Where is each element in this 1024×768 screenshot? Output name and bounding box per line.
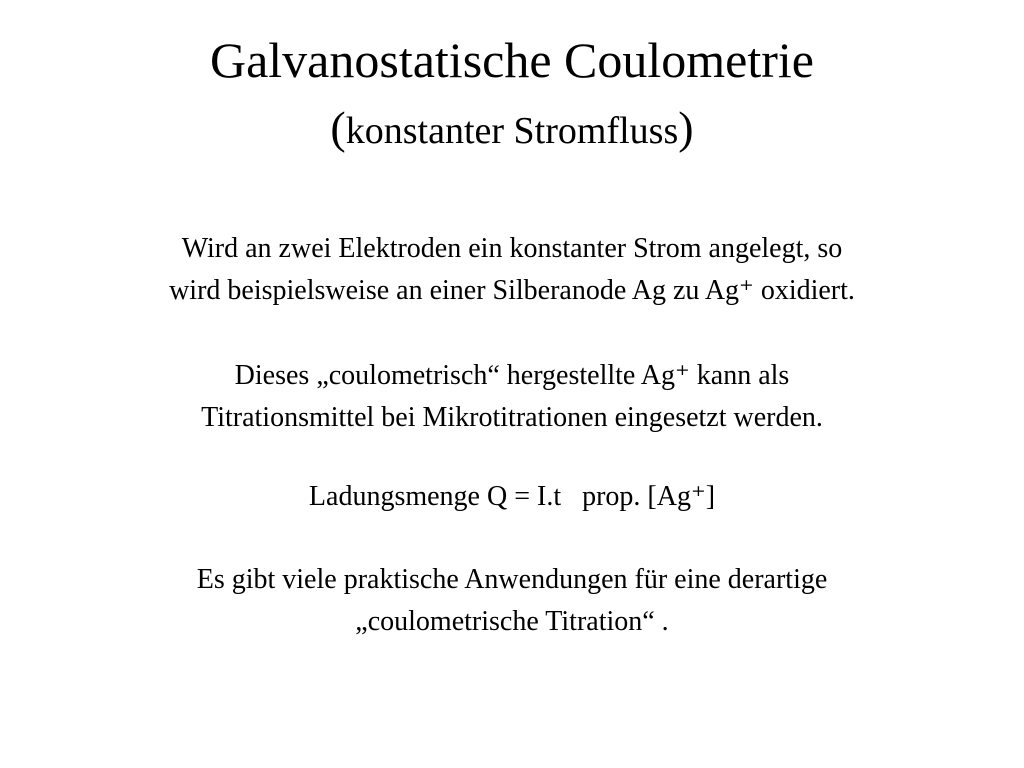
subtitle-close-paren: ) (678, 102, 694, 153)
subtitle-text: konstanter Stromfluss (345, 110, 679, 152)
paragraph-line: Dieses „coulometrisch“ hergestellte Ag⁺ kann als (234, 360, 790, 391)
paragraph-applications (0, 559, 1024, 643)
formula-charge (0, 476, 1024, 518)
paragraph-line: Es gibt viele praktische Anwendungen für eine derartige (196, 564, 828, 595)
paragraph-electrodes (0, 228, 1024, 312)
paragraph-line: Wird an zwei Elektroden ein konstanter Strom angelegt, so (181, 233, 843, 264)
paragraph-line: Titrationsmittel bei Mikrotitrationen eingesetzt werden. (201, 402, 823, 433)
subtitle-open-paren: ( (330, 102, 346, 153)
paragraph-titrant (0, 355, 1024, 439)
formula-text: Ladungsmenge Q = I.t prop. [Ag⁺] (308, 481, 716, 512)
slide-title: Galvanostatische Coulometrie (209, 32, 814, 88)
paragraph-line: „coulometrische Titration“ . (355, 606, 669, 637)
slide-subtitle (0, 102, 1024, 157)
paragraph-line: wird beispielsweise an einer Silberanode Ag zu Ag⁺ oxidiert. (169, 275, 855, 306)
